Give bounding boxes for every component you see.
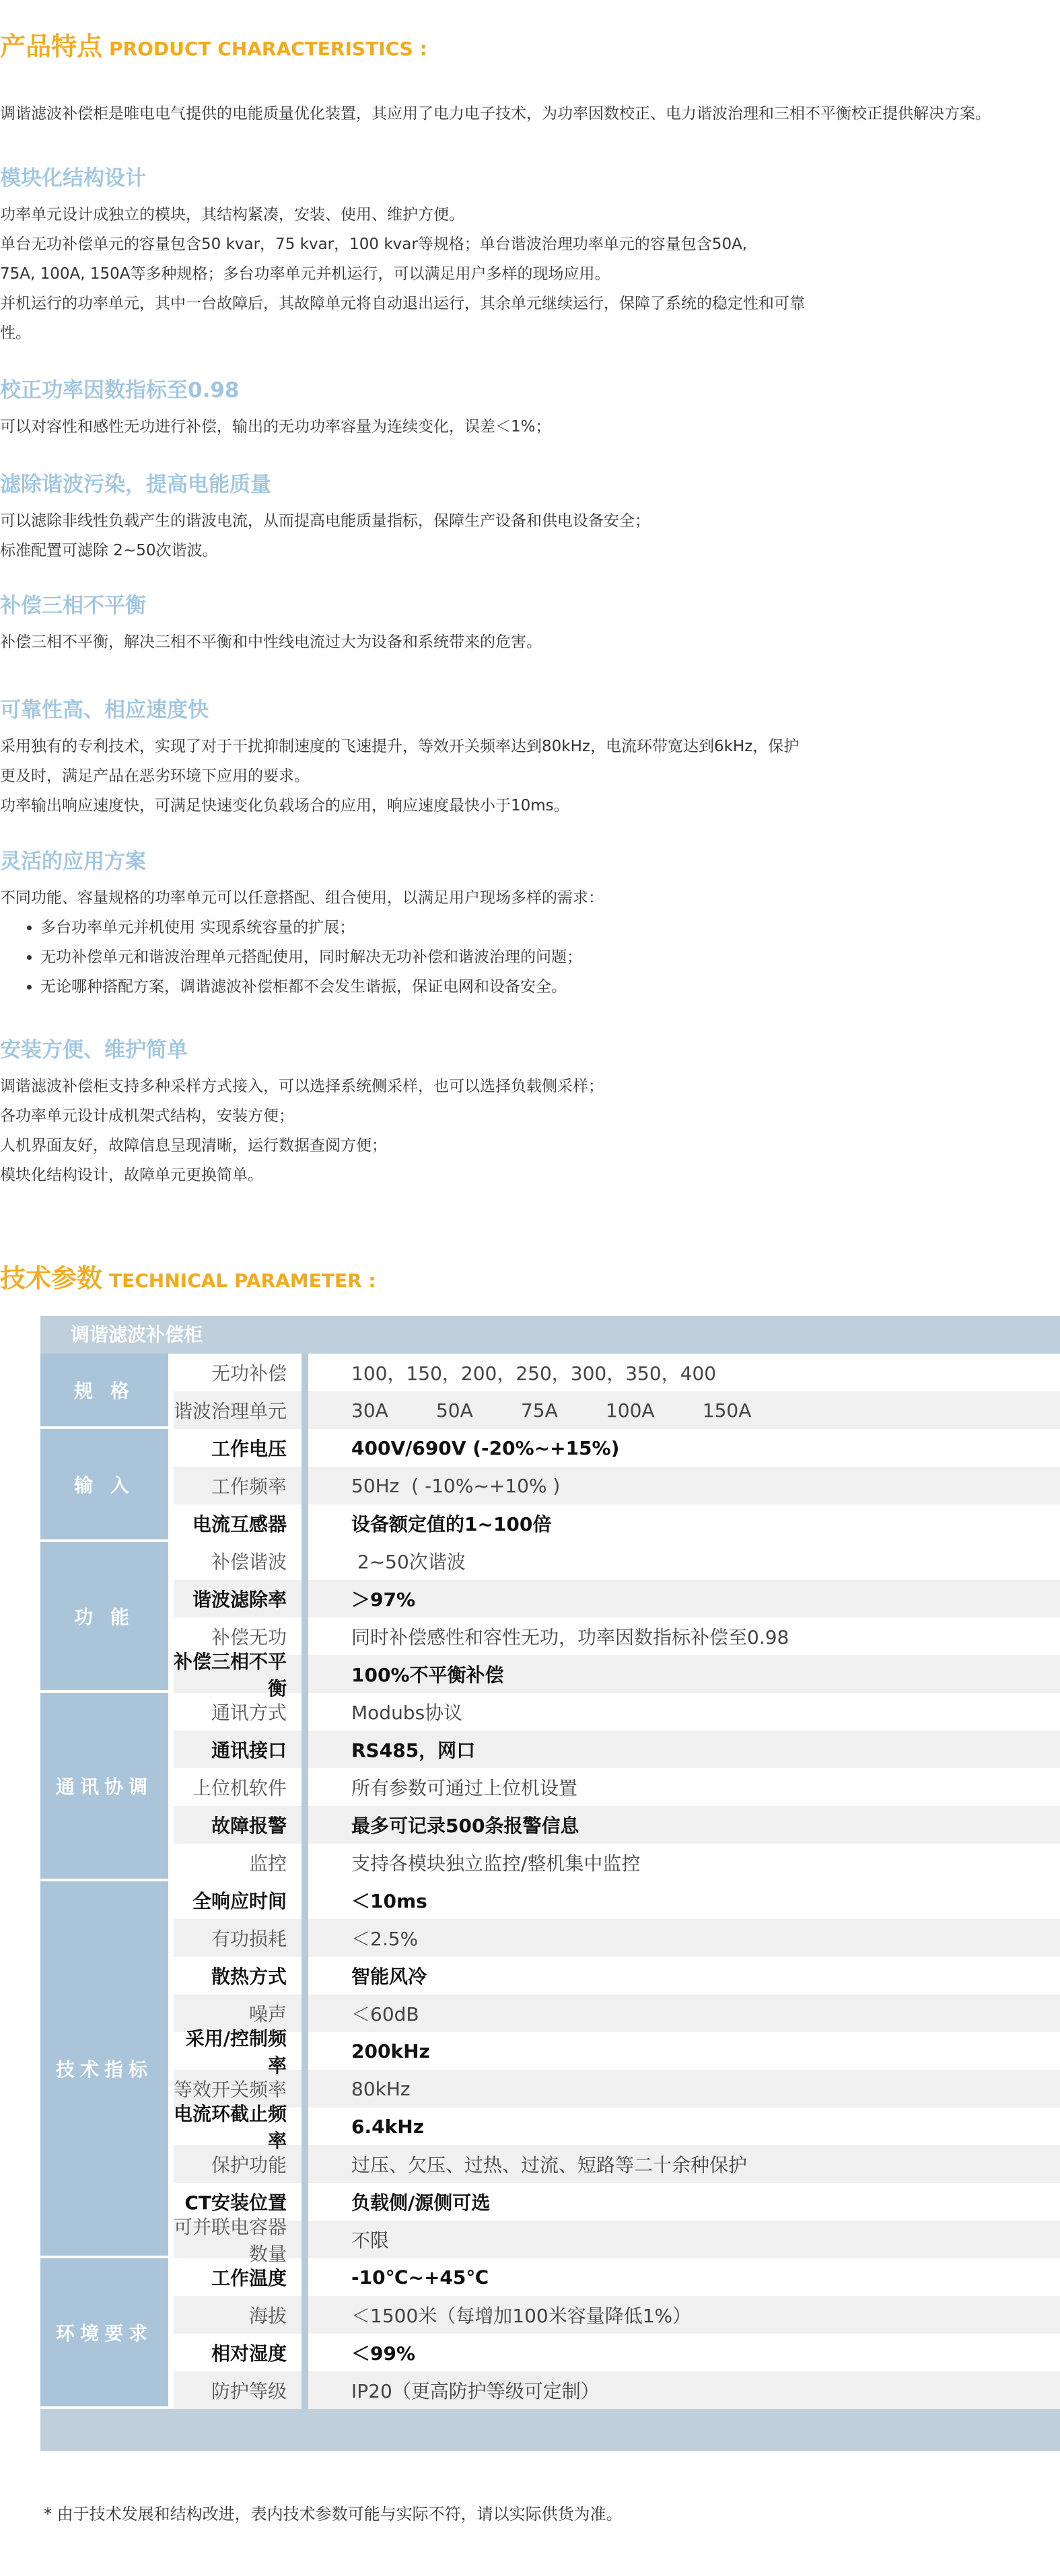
feature-line: 可以对容性和感性无功进行补偿，输出的无功功率容量为连续变化，误差＜1%；	[0, 418, 551, 436]
param-name: 谐波滤除率	[192, 1589, 287, 1611]
feature-line: 各功率单元设计成机架式结构，安装方便；	[0, 1107, 294, 1125]
param-value: ＜99%	[351, 2342, 416, 2365]
feature-bullet: • 无论哪种搭配方案，调谐滤波补偿柜都不会发生谐振，保证电网和设备安全。	[40, 972, 1060, 1002]
table-row	[174, 1354, 1060, 1391]
param-name: 全响应时间	[192, 1890, 287, 1912]
param-name: 补偿无功	[211, 1626, 287, 1648]
param-name: 谐波治理单元	[174, 1400, 287, 1422]
column-divider	[302, 2334, 308, 2371]
table-row	[174, 2183, 1060, 2221]
group-rows	[168, 2258, 1060, 2409]
column-divider	[302, 2032, 308, 2070]
feature-line: 补偿三相不平衡，解决三相不平衡和中性线电流过大为设备和系统带来的危害。	[0, 633, 542, 651]
column-divider	[302, 2145, 308, 2183]
param-value: ＜2.5%	[351, 1928, 419, 1950]
feature-title: 安装方便、维护简单	[0, 1038, 188, 1062]
group-rows	[168, 1881, 1060, 2265]
param-name: CT安装位置	[184, 2192, 287, 2214]
param-name: 电流环截止频率	[174, 2103, 287, 2152]
param-name: 保护功能	[211, 2154, 287, 2176]
feature-line: 模块化结构设计，故障单元更换简单。	[0, 1167, 263, 1184]
param-name: 相对湿度	[211, 2342, 287, 2365]
param-value: 最多可记录500条报警信息	[351, 1815, 579, 1837]
param-value: ＜10ms	[351, 1890, 427, 1912]
column-divider	[302, 1919, 308, 1957]
table-row	[174, 2027, 1060, 2077]
feature-line: 功率单元设计成独立的模块，其结构紧凑，安装、使用、维护方便。	[0, 206, 464, 223]
column-divider	[302, 2221, 308, 2258]
param-name: 可并联电容器数量	[174, 2216, 287, 2265]
column-divider	[302, 1354, 308, 1391]
column-divider	[302, 2108, 308, 2145]
param-name: 工作温度	[211, 2267, 287, 2289]
param-value: 100%不平衡补偿	[351, 1664, 504, 1686]
column-divider	[302, 1617, 308, 1655]
param-group	[40, 1354, 1060, 1429]
param-name: 通讯方式	[211, 1702, 287, 1724]
group-label: 通讯协调	[40, 1693, 168, 1881]
feature-line: 可以滤除非线性负载产生的谐波电流，从而提高电能质量指标，保障生产设备和供电设备安全；	[0, 512, 650, 530]
param-group	[40, 2258, 1060, 2409]
param-group	[40, 1881, 1060, 2265]
param-value: ＜1500米（每增加100米容量降低1%）	[351, 2305, 692, 2327]
feature-title: 滤除谐波污染，提高电能质量	[0, 473, 271, 497]
feature-block	[0, 592, 1060, 657]
group-label: 输 入	[40, 1429, 168, 1542]
table-row	[174, 1994, 1060, 2032]
feature-line: 性。	[0, 324, 31, 342]
param-value: ＞97%	[351, 1589, 416, 1611]
param-name: 噪声	[248, 2003, 287, 2025]
feature-title: 灵活的应用方案	[0, 849, 146, 874]
table-row	[174, 1844, 1060, 1881]
column-divider	[302, 1391, 308, 1429]
feature-line: 采用独有的专利技术，实现了对于干扰抑制速度的飞速提升，等效开关频率达到80kHz，电流环带宽达到6kHz，保护	[0, 738, 800, 755]
technical-title-cn: 技术参数	[0, 1263, 103, 1293]
param-value: 同时补偿感性和容性无功，功率因数指标补偿至0.98	[351, 1626, 789, 1648]
param-name: 补偿谐波	[211, 1551, 287, 1573]
param-name: 等效开关频率	[174, 2079, 287, 2101]
param-value: IP20（更高防护等级可定制）	[351, 2380, 600, 2402]
table-footer-bar	[40, 2409, 1060, 2451]
feature-title: 校正功率因数指标至0.98	[0, 378, 240, 403]
group-rows	[168, 1693, 1060, 1881]
table-row	[174, 1542, 1060, 1580]
column-divider	[302, 1429, 308, 1467]
table-row	[174, 2371, 1060, 2409]
feature-line: 并机运行的功率单元，其中一台故障后，其故障单元将自动退出运行，其余单元继续运行，保障了系统的稳定性和可靠	[0, 295, 805, 312]
feature-line: 标准配置可滤除 2~50次谐波。	[0, 542, 218, 559]
param-value: 设备额定值的1~100倍	[351, 1513, 552, 1535]
param-value: 6.4kHz	[351, 2115, 424, 2138]
group-label: 环境要求	[40, 2258, 168, 2409]
column-divider	[302, 1881, 308, 1919]
param-name: 监控	[248, 1852, 287, 1875]
param-value: 支持各模块独立监控/整机集中监控	[351, 1852, 641, 1875]
parameter-table	[40, 1316, 1060, 2451]
table-row	[174, 1391, 1060, 1429]
feature-block	[0, 471, 1060, 565]
param-value: 不限	[351, 2229, 390, 2252]
param-name: 散热方式	[211, 1965, 287, 1988]
column-divider	[302, 2070, 308, 2108]
column-divider	[302, 1580, 308, 1617]
column-divider	[302, 1844, 308, 1881]
param-value: 智能风冷	[351, 1965, 427, 1988]
table-row	[174, 1429, 1060, 1467]
feature-block	[0, 848, 1060, 1002]
column-divider	[302, 1768, 308, 1806]
param-name: 采用/控制频率	[185, 2027, 287, 2077]
table-row	[174, 1919, 1060, 1957]
table-row	[174, 1467, 1060, 1504]
column-divider	[302, 1806, 308, 1844]
group-label: 功 能	[40, 1542, 168, 1693]
product-title-en: PRODUCT CHARACTERISTICS :	[109, 38, 427, 60]
feature-bullets	[0, 913, 1060, 1002]
table-row	[174, 2103, 1060, 2152]
feature-line: 人机界面友好，故障信息呈现清晰，运行数据查阅方便；	[0, 1137, 387, 1154]
param-value: 2~50次谐波	[351, 1551, 466, 1573]
group-rows	[168, 1354, 1060, 1429]
table-row	[174, 1617, 1060, 1655]
column-divider	[302, 2258, 308, 2296]
feature-title: 补偿三相不平衡	[0, 594, 146, 618]
feature-block	[0, 1037, 1060, 1190]
param-name: 上位机软件	[192, 1777, 287, 1799]
param-name: 电流互感器	[192, 1513, 287, 1535]
footnote: * 由于技术发展和结构改进，表内技术参数可能与实际不符，请以实际供货为准。	[44, 2505, 623, 2523]
feature-bullet: • 无功补偿单元和谐波治理单元搭配使用，同时解决无功补偿和谐波治理的问题；	[40, 942, 1060, 972]
param-name: 有功损耗	[211, 1928, 287, 1950]
table-body	[40, 1354, 1060, 2409]
feature-line: 调谐滤波补偿柜支持多种采样方式接入，可以选择系统侧采样，也可以选择负载侧采样；	[0, 1078, 604, 1095]
param-name: 海拔	[248, 2305, 287, 2327]
column-divider	[302, 1994, 308, 2032]
column-divider	[302, 1542, 308, 1580]
table-row	[174, 1881, 1060, 1919]
feature-title: 可靠性高、相应速度快	[0, 698, 209, 722]
column-divider	[302, 1957, 308, 1994]
product-characteristics-heading	[0, 26, 427, 63]
param-value: 所有参数可通过上位机设置	[351, 1777, 578, 1799]
table-row	[174, 2145, 1060, 2183]
param-name: 工作频率	[211, 1475, 287, 1498]
feature-line: 75A, 100A, 150A等多种规格；多台功率单元并机运行，可以满足用户多样的现场应用。	[0, 265, 610, 283]
param-name: 通讯接口	[211, 1739, 287, 1762]
group-label: 技术指标	[40, 1881, 168, 2258]
param-value: ＜60dB	[351, 2003, 419, 2025]
table-row	[174, 1731, 1060, 1768]
feature-block	[0, 697, 1060, 821]
feature-line: 功率输出响应速度快，可满足快速变化负载场合的应用，响应速度最快小于10ms。	[0, 797, 569, 814]
feature-block	[0, 165, 1060, 348]
table-row	[174, 1768, 1060, 1806]
feature-title: 模块化结构设计	[0, 166, 146, 190]
param-group	[40, 1693, 1060, 1881]
param-value: 负载侧/源侧可选	[351, 2192, 491, 2214]
technical-parameter-heading	[0, 1257, 376, 1294]
table-row	[174, 1580, 1060, 1617]
feature-bullet: • 多台功率单元并机使用 实现系统容量的扩展；	[40, 913, 1060, 942]
column-divider	[302, 1693, 308, 1731]
technical-title-en: TECHNICAL PARAMETER :	[109, 1269, 376, 1292]
feature-line: 单台无功补偿单元的容量包含50 kvar，75 kvar，100 kvar等规格；单台谐波治理功率单元的容量包含50A,	[0, 236, 748, 253]
param-value: 30A 50A 75A 100A 150A	[351, 1399, 752, 1422]
param-value: -10℃~+45℃	[351, 2266, 489, 2289]
column-divider	[302, 1655, 308, 1693]
table-row	[174, 1650, 1060, 1700]
column-divider	[302, 1467, 308, 1504]
param-group	[40, 1429, 1060, 1542]
feature-line: 更及时，满足产品在恶劣环境下应用的要求。	[0, 767, 310, 785]
table-row	[174, 1806, 1060, 1844]
feature-block	[0, 377, 1060, 442]
table-row	[174, 2070, 1060, 2108]
feature-line: 不同功能、容量规格的功率单元可以任意搭配、组合使用，以满足用户现场多样的需求：	[0, 889, 604, 907]
param-value: Modubs协议	[351, 1702, 463, 1724]
column-divider	[302, 1731, 308, 1768]
group-rows	[168, 1429, 1060, 1542]
product-intro: 调谐滤波补偿柜是唯电电气提供的电能质量优化装置，其应用了电力电子技术，为功率因数校正、电力谐波治理和三相不平衡校正提供解决方案。	[0, 105, 991, 123]
param-group	[40, 1542, 1060, 1700]
group-rows	[168, 1542, 1060, 1700]
param-name: 防护等级	[211, 2380, 287, 2402]
table-row	[174, 2258, 1060, 2296]
param-name: 故障报警	[211, 1815, 287, 1837]
table-row	[174, 1693, 1060, 1731]
group-label: 规 格	[40, 1354, 168, 1429]
table-row	[174, 1957, 1060, 1994]
param-value: RS485，网口	[351, 1739, 476, 1762]
param-name: 工作电压	[211, 1438, 287, 1460]
table-row	[174, 2216, 1060, 2265]
table-row	[174, 2296, 1060, 2334]
param-value: 200kHz	[351, 2040, 430, 2062]
column-divider	[302, 2371, 308, 2409]
column-divider	[302, 2183, 308, 2221]
param-value: 50Hz ( -10%~+10% )	[351, 1474, 561, 1497]
param-value: 80kHz	[351, 2077, 411, 2100]
param-value: 400V/690V (-20%~+15%)	[351, 1436, 620, 1459]
column-divider	[302, 1504, 308, 1542]
table-row	[174, 2334, 1060, 2371]
table-row	[174, 1504, 1060, 1542]
param-name: 补偿三相不平衡	[174, 1650, 287, 1700]
param-value: 过压、欠压、过热、过流、短路等二十余种保护	[351, 2154, 748, 2176]
table-title: 调谐滤波补偿柜	[40, 1316, 1060, 1354]
param-value: 100，150，200，250，300，350，400	[351, 1362, 717, 1385]
param-name: 无功补偿	[211, 1362, 287, 1385]
product-title-cn: 产品特点	[0, 32, 103, 61]
column-divider	[302, 2296, 308, 2334]
